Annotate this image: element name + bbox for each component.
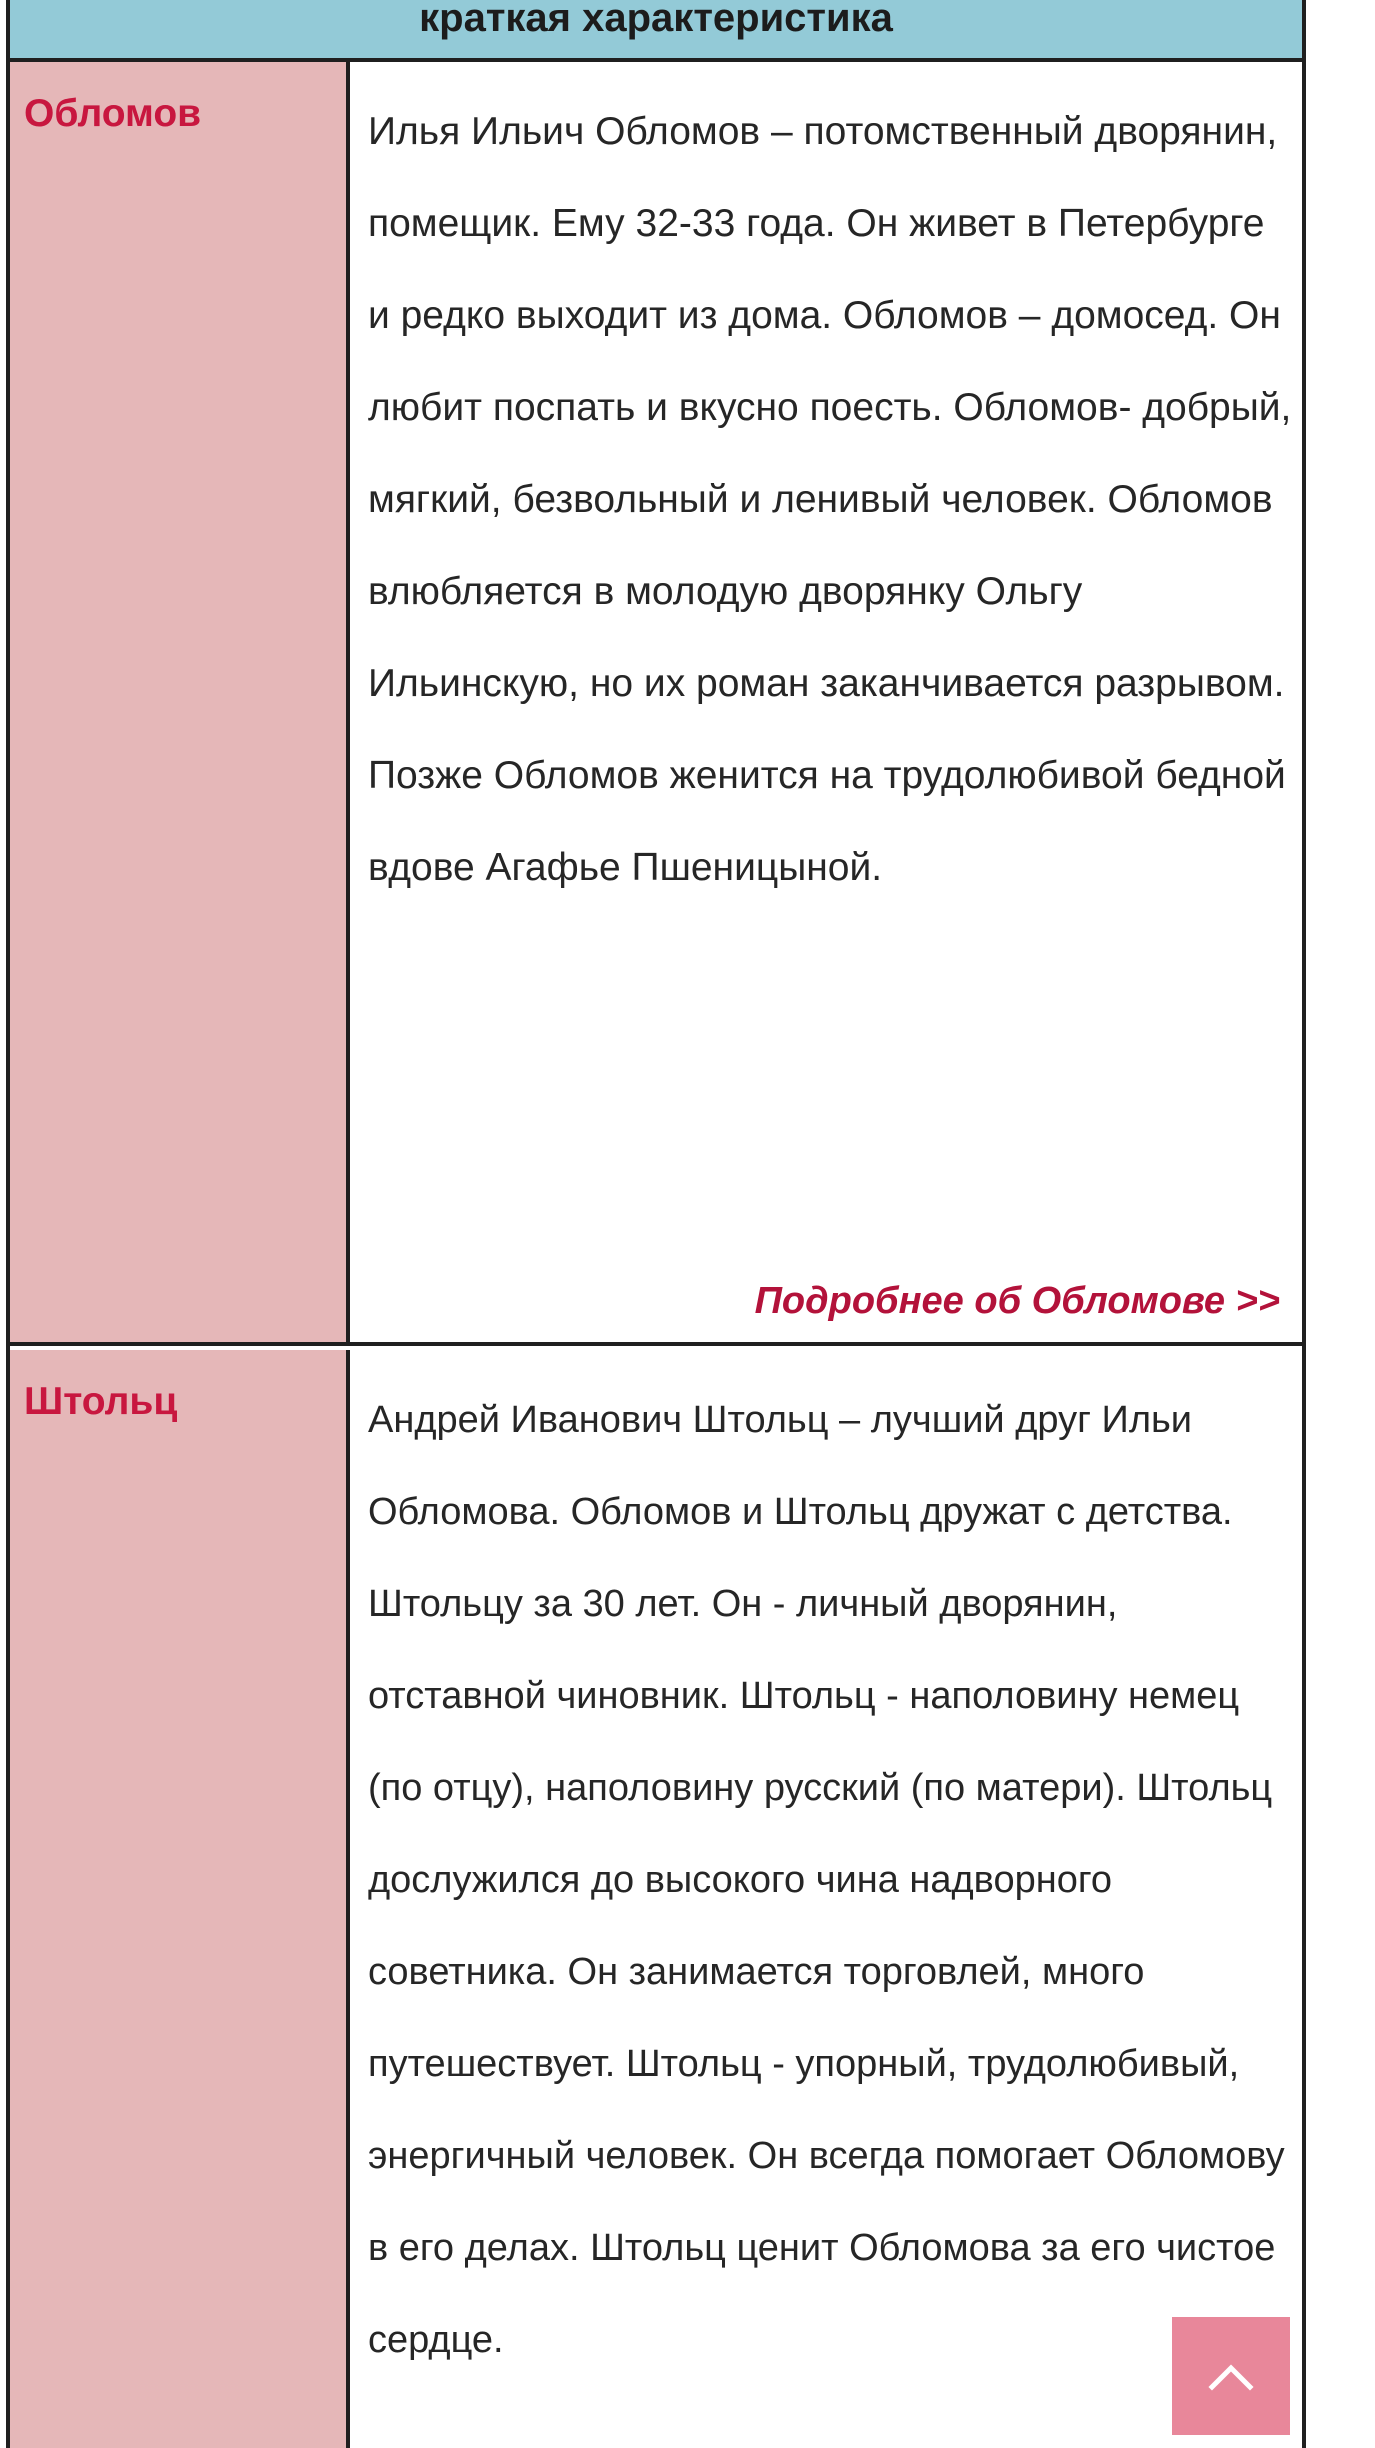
scroll-to-top-button[interactable] <box>1172 2317 1290 2435</box>
character-description-cell <box>350 62 1302 1342</box>
more-about-oblomov-link[interactable]: Подробнее об Обломове >> <box>754 1280 1280 1322</box>
table-row <box>10 62 1302 1346</box>
character-name-cell <box>10 62 350 1342</box>
characters-table <box>6 0 1306 2448</box>
character-name: Обломов <box>24 92 202 135</box>
table-header: краткая характеристика <box>10 0 1302 62</box>
character-description-cell <box>350 1350 1302 2448</box>
table-row <box>10 1350 1302 2448</box>
chevron-up-icon <box>1206 2355 1256 2395</box>
character-description: Андрей Иванович Штольц – лучший друг Ильи Обломова. Обломов и Штольц дружат с детства. Штольцу за 30 лет. Он - личный дворянин, отставной чиновник. Штольц - наполовину немец (по отцу), наполовину русский (по матери). Штольц дослужился до высокого чина надворного советника. Он занимается торговлей, много путешествует. Штольц - упорный, трудолюбивый, энергичный человек. Он всегда помогает Обломову в его делах. Штольц ценит Обломова за его чистое сердце. <box>368 1399 1285 2361</box>
character-description: Илья Ильич Обломов – потомственный дворянин, помещик. Ему 32-33 года. Он живет в Петербурге и редко выходит из дома. Обломов – домосед. Он любит поспать и вкусно поесть. Обломов- добрый, мягкий, безвольный и ленивый человек. Обломов влюбляется в молодую дворянку Ольгу Ильинскую, но их роман заканчивается разрывом. Позже Обломов женится на трудолюбивой бедной вдове Агафье Пшеницыной. <box>368 110 1292 889</box>
character-name: Штольц <box>24 1380 178 1423</box>
character-name-cell <box>10 1350 350 2448</box>
